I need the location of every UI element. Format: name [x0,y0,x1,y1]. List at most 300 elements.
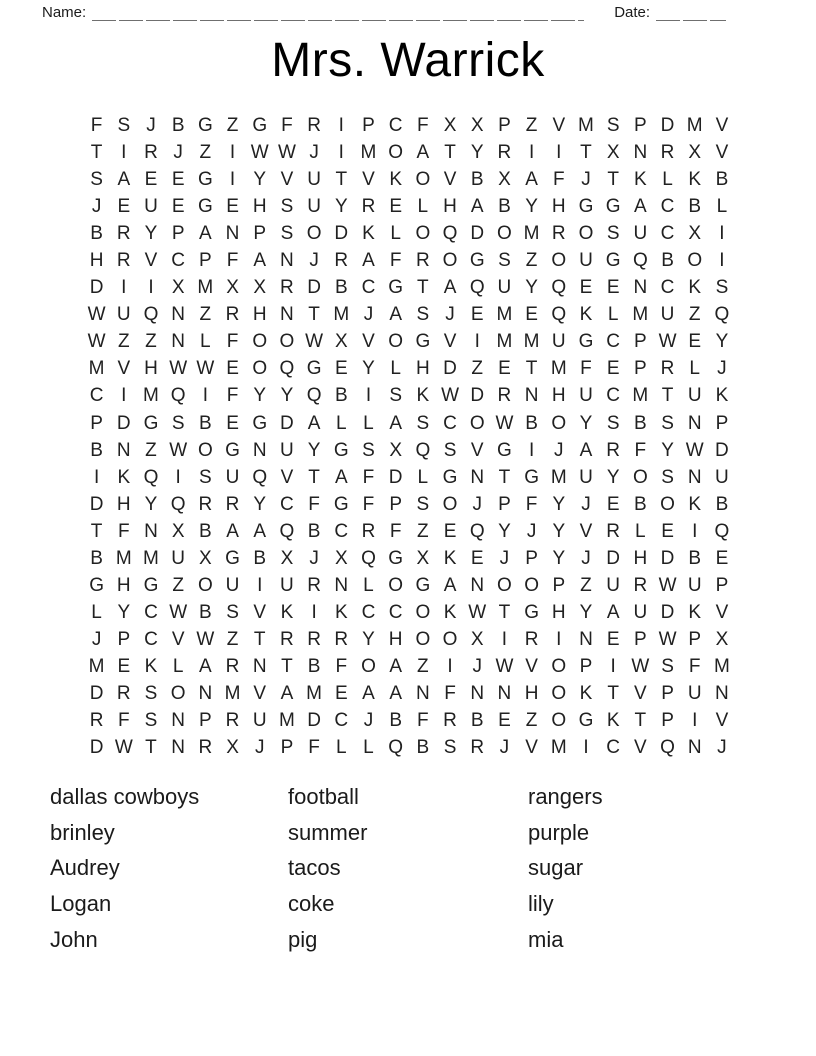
grid-cell: K [688,169,702,191]
grid-cell: P [634,115,647,137]
grid-cell: D [116,412,131,434]
grid-cell: B [416,737,430,759]
grid-cell: J [581,547,591,569]
grid-cell: N [198,683,213,704]
grid-cell: O [279,331,295,353]
grid-cell: I [474,331,480,353]
grid-cell: A [470,196,484,218]
grid-cell: Q [469,520,485,542]
grid-cell: K [443,547,457,569]
grid-cell: E [525,304,538,326]
grid-cell: T [90,142,103,164]
grid-cell: D [470,385,485,407]
grid-cell: C [660,223,675,245]
grid-cell: V [715,601,729,623]
grid-cell: N [687,412,702,434]
grid-cell: T [607,683,619,704]
grid-cell: G [497,439,512,461]
grid-cell: R [198,493,213,515]
grid-cell: Q [415,439,431,461]
puzzle-title: Mrs. Warrick [271,34,545,87]
grid-cell: C [334,710,349,732]
grid-cell: Y [470,142,484,164]
grid-cell: O [497,223,512,245]
grid-cell: Y [253,169,267,191]
word-list-column-2 [288,779,518,957]
grid-cell: B [634,493,647,515]
grid-cell: U [307,169,321,191]
grid-cell: B [525,412,538,434]
grid-cell: J [363,304,374,326]
grid-cell: A [253,520,267,542]
grid-cell: H [252,196,267,218]
grid-cell: T [607,169,619,191]
grid-cell: O [551,710,567,732]
grid-cell: U [687,683,702,704]
grid-cell: I [202,385,208,407]
grid-cell: G [388,547,404,569]
grid-cell: I [556,628,562,650]
grid-cell: Z [199,142,212,164]
grid-cell: C [171,250,186,272]
grid-cell: U [633,601,648,623]
grid-cell: P [199,250,212,272]
grid-cell: P [117,628,131,650]
grid-cell: U [606,574,621,596]
grid-cell: S [498,250,511,272]
grid-cell: A [307,412,321,434]
grid-cell: F [417,115,429,137]
grid-cell: C [660,196,675,218]
grid-cell: L [662,169,673,191]
grid-cell: U [633,223,648,245]
grid-cell: R [415,250,430,272]
grid-cell: H [415,358,430,380]
grid-cell: B [334,385,348,407]
grid-cell: F [226,250,239,272]
grid-cell: T [308,466,320,488]
grid-cell: F [389,520,402,542]
grid-cell: I [719,223,725,245]
grid-cell: W [169,358,188,380]
grid-cell: F [389,250,402,272]
grid-cell: M [523,223,540,245]
grid-cell: N [470,574,485,596]
grid-cell: G [469,250,485,272]
grid-cell: Y [307,439,321,461]
grid-cell: V [280,169,294,191]
grid-cell: V [443,331,457,353]
grid-cell: X [470,628,484,650]
grid-cell: R [633,574,648,596]
grid-cell: M [306,683,322,704]
grid-cell: T [634,710,647,732]
grid-cell: U [579,250,593,272]
grid-cell: W [87,331,106,353]
grid-cell: D [307,710,321,732]
grid-cell: Y [362,628,375,650]
grid-cell: G [415,331,431,353]
grid-cell: H [633,547,648,569]
name-fill-line [92,6,584,21]
grid-cell: J [717,737,727,759]
word-list-item: coke [288,890,335,916]
grid-cell: Z [145,331,157,353]
grid-cell: P [90,412,103,434]
word-list-item: tacos [288,855,341,881]
grid-cell: A [362,683,375,704]
grid-cell: E [334,358,348,380]
grid-cell: T [145,737,157,759]
grid-cell: S [226,601,239,623]
grid-cell: P [634,358,647,380]
grid-cell: P [498,493,511,515]
word-list-item: lily [528,890,554,916]
grid-cell: Y [525,277,538,299]
grid-cell: Q [143,304,159,326]
grid-cell: M [278,710,295,732]
grid-cell: N [715,683,729,704]
grid-cell: S [199,466,212,488]
grid-cell: U [225,574,240,596]
grid-cell: M [115,547,132,569]
grid-cell: M [88,358,105,380]
grid-cell: J [445,304,455,326]
grid-cell: Y [144,223,158,245]
grid-cell: Y [280,385,294,407]
grid-cell: P [688,628,702,650]
grid-cell: Z [172,574,184,596]
grid-cell: D [334,223,349,245]
grid-cell: N [687,466,702,488]
grid-cell: O [551,412,567,434]
grid-cell: O [197,574,213,596]
grid-cell: C [144,601,158,623]
grid-cell: X [334,331,348,353]
grid-cell: B [389,710,402,732]
grid-cell: U [307,196,321,218]
grid-cell: W [87,304,106,326]
grid-cell: K [117,466,131,488]
grid-cell: D [660,547,675,569]
grid-cell: X [171,277,185,299]
grid-cell: F [552,169,565,191]
grid-cell: I [719,250,725,272]
grid-cell: O [578,223,594,245]
grid-cell: L [363,412,374,434]
grid-cell: S [90,169,103,191]
grid-cell: P [389,493,402,515]
grid-cell: S [661,655,674,677]
grid-cell: R [116,223,131,245]
grid-cell: L [390,358,401,380]
grid-cell: J [581,169,591,191]
grid-cell: A [389,412,402,434]
grid-cell: R [307,628,321,650]
grid-cell: R [660,358,675,380]
grid-cell: C [606,331,621,353]
grid-cell: Q [170,385,186,407]
grid-cell: F [117,710,130,732]
grid-cell: U [225,466,240,488]
grid-cell: U [660,304,675,326]
grid-cell: J [91,196,102,218]
grid-cell: B [498,196,511,218]
grid-cell: U [116,304,131,326]
grid-cell: J [526,520,537,542]
grid-cell: Y [334,196,348,218]
grid-cell: R [361,196,376,218]
grid-cell: S [661,412,674,434]
grid-cell: I [583,737,589,759]
grid-cell: O [660,493,675,515]
grid-cell: B [199,520,212,542]
grid-cell: D [443,358,457,380]
grid-cell: N [252,439,267,461]
grid-cell: C [144,628,158,650]
grid-cell: P [253,223,267,245]
grid-cell: L [363,737,374,759]
grid-cell: R [144,142,158,164]
date-label: Date: [614,4,651,21]
grid-cell: O [415,601,431,623]
grid-cell: N [171,304,186,326]
grid-cell: S [389,385,402,407]
grid-cell: I [692,520,698,542]
grid-cell: D [470,223,485,245]
grid-cell: D [89,683,104,704]
grid-cell: Q [442,223,458,245]
grid-cell: O [306,223,322,245]
grid-cell: I [148,277,154,299]
grid-cell: J [309,142,319,164]
grid-cell: Z [117,331,130,353]
grid-cell: E [606,628,620,650]
grid-cell: A [117,169,131,191]
grid-cell: E [226,412,239,434]
grid-cell: Z [226,115,239,137]
grid-cell: Z [417,520,429,542]
grid-cell: N [470,466,485,488]
grid-cell: S [606,223,620,245]
grid-cell: M [333,304,350,326]
grid-cell: K [416,385,430,407]
grid-cell: I [121,277,127,299]
grid-cell: I [257,574,263,596]
grid-cell: Q [279,358,295,380]
grid-cell: Q [632,250,648,272]
grid-cell: N [497,683,512,704]
grid-cell: W [114,737,133,759]
grid-cell: B [661,250,674,272]
grid-cell: H [551,601,566,623]
grid-cell: R [116,250,131,272]
grid-cell: X [226,277,239,299]
grid-cell: E [661,520,674,542]
grid-cell: E [334,683,348,704]
grid-cell: M [632,304,649,326]
grid-cell: K [362,223,375,245]
grid-cell: F [90,115,103,137]
grid-cell: R [307,115,321,137]
grid-cell: T [525,358,538,380]
grid-cell: D [89,493,104,515]
grid-cell: N [171,710,186,732]
grid-cell: F [308,737,320,759]
grid-cell: G [578,710,594,732]
grid-cell: M [197,277,214,299]
word-list-item: rangers [528,783,603,809]
word-list-column-3 [528,779,758,957]
grid-cell: I [692,710,698,732]
grid-cell: E [715,547,729,569]
grid-cell: O [252,331,268,353]
grid-cell: J [254,737,265,759]
grid-cell: K [715,385,729,407]
grid-cell: N [633,277,648,299]
grid-cell: V [525,737,538,759]
grid-cell: W [658,574,677,596]
grid-cell: N [171,331,186,353]
grid-cell: K [688,277,702,299]
grid-cell: D [660,601,675,623]
grid-cell: P [552,574,566,596]
grid-cell: O [551,250,567,272]
grid-cell: R [660,142,675,164]
grid-cell: E [606,358,620,380]
grid-cell: N [470,683,485,704]
grid-cell: X [715,628,729,650]
grid-cell: C [361,277,376,299]
grid-cell: A [280,683,294,704]
grid-cell: L [200,331,211,353]
grid-cell: S [443,439,457,461]
grid-cell: O [388,142,404,164]
grid-cell: M [143,385,159,407]
grid-cell: P [280,737,294,759]
grid-cell: H [443,196,457,218]
grid-cell: F [308,493,320,515]
grid-cell: M [578,115,594,137]
grid-cell: G [578,196,594,218]
grid-cell: N [280,304,294,326]
grid-cell: W [169,439,188,461]
grid-cell: Q [469,277,485,299]
grid-cell: B [470,169,484,191]
grid-cell: Q [388,737,404,759]
grid-cell: A [199,223,212,245]
grid-cell: T [281,655,293,677]
grid-cell: J [717,358,727,380]
grid-cell: R [524,628,539,650]
grid-cell: R [606,439,621,461]
grid-cell: I [229,142,236,164]
grid-cell: H [551,196,566,218]
word-list-item: mia [528,926,564,952]
grid-cell: J [309,547,319,569]
grid-cell: V [280,466,294,488]
grid-cell: B [307,520,321,542]
grid-cell: G [578,331,594,353]
grid-cell: V [715,142,729,164]
grid-cell: X [334,547,348,569]
grid-cell: D [606,547,621,569]
grid-cell: W [658,331,677,353]
grid-cell: C [606,385,621,407]
grid-cell: E [579,277,593,299]
grid-cell: O [442,493,458,515]
grid-cell: Z [525,115,538,137]
grid-cell: X [389,439,402,461]
grid-cell: V [634,737,647,759]
grid-cell: M [550,737,567,759]
grid-cell: L [689,358,700,380]
grid-cell: S [416,412,430,434]
grid-cell: I [121,142,127,164]
grid-cell: Z [145,439,157,461]
grid-cell: N [334,574,349,596]
grid-cell: N [116,439,131,461]
grid-cell: N [579,628,593,650]
grid-cell: C [361,601,376,623]
grid-cell: F [335,655,348,677]
grid-cell: V [470,439,484,461]
grid-cell: Y [715,331,729,353]
grid-cell: W [277,142,296,164]
grid-cell: R [225,655,240,677]
grid-cell: W [658,628,677,650]
grid-cell: W [169,601,188,623]
grid-cell: Z [525,710,538,732]
grid-cell: G [252,115,268,137]
grid-cell: Y [606,466,620,488]
grid-cell: I [556,142,562,164]
grid-cell: T [90,520,103,542]
grid-cell: X [280,547,294,569]
grid-cell: Z [226,628,239,650]
grid-cell: O [687,250,703,272]
grid-cell: V [362,331,375,353]
grid-cell: A [525,169,538,191]
grid-cell: O [170,683,186,704]
grid-cell: N [144,520,158,542]
grid-cell: J [499,737,510,759]
grid-cell: I [501,628,508,650]
grid-cell: R [198,737,213,759]
grid-cell: B [715,169,729,191]
grid-cell: U [144,196,158,218]
grid-cell: G [415,574,431,596]
grid-cell: L [607,304,619,326]
grid-cell: J [472,493,482,515]
grid-cell: F [688,655,701,677]
grid-cell: V [579,520,593,542]
grid-cell: U [579,466,593,488]
grid-cell: G [197,169,213,191]
grid-cell: U [715,466,729,488]
grid-cell: F [362,466,375,488]
grid-cell: I [338,115,344,137]
grid-cell: E [470,547,484,569]
grid-cell: V [634,683,647,704]
grid-cell: E [688,331,702,353]
grid-cell: W [495,412,514,434]
grid-cell: G [197,115,213,137]
grid-cell: J [309,250,319,272]
grid-cell: N [633,142,648,164]
grid-cell: G [442,466,458,488]
grid-cell: T [444,142,456,164]
